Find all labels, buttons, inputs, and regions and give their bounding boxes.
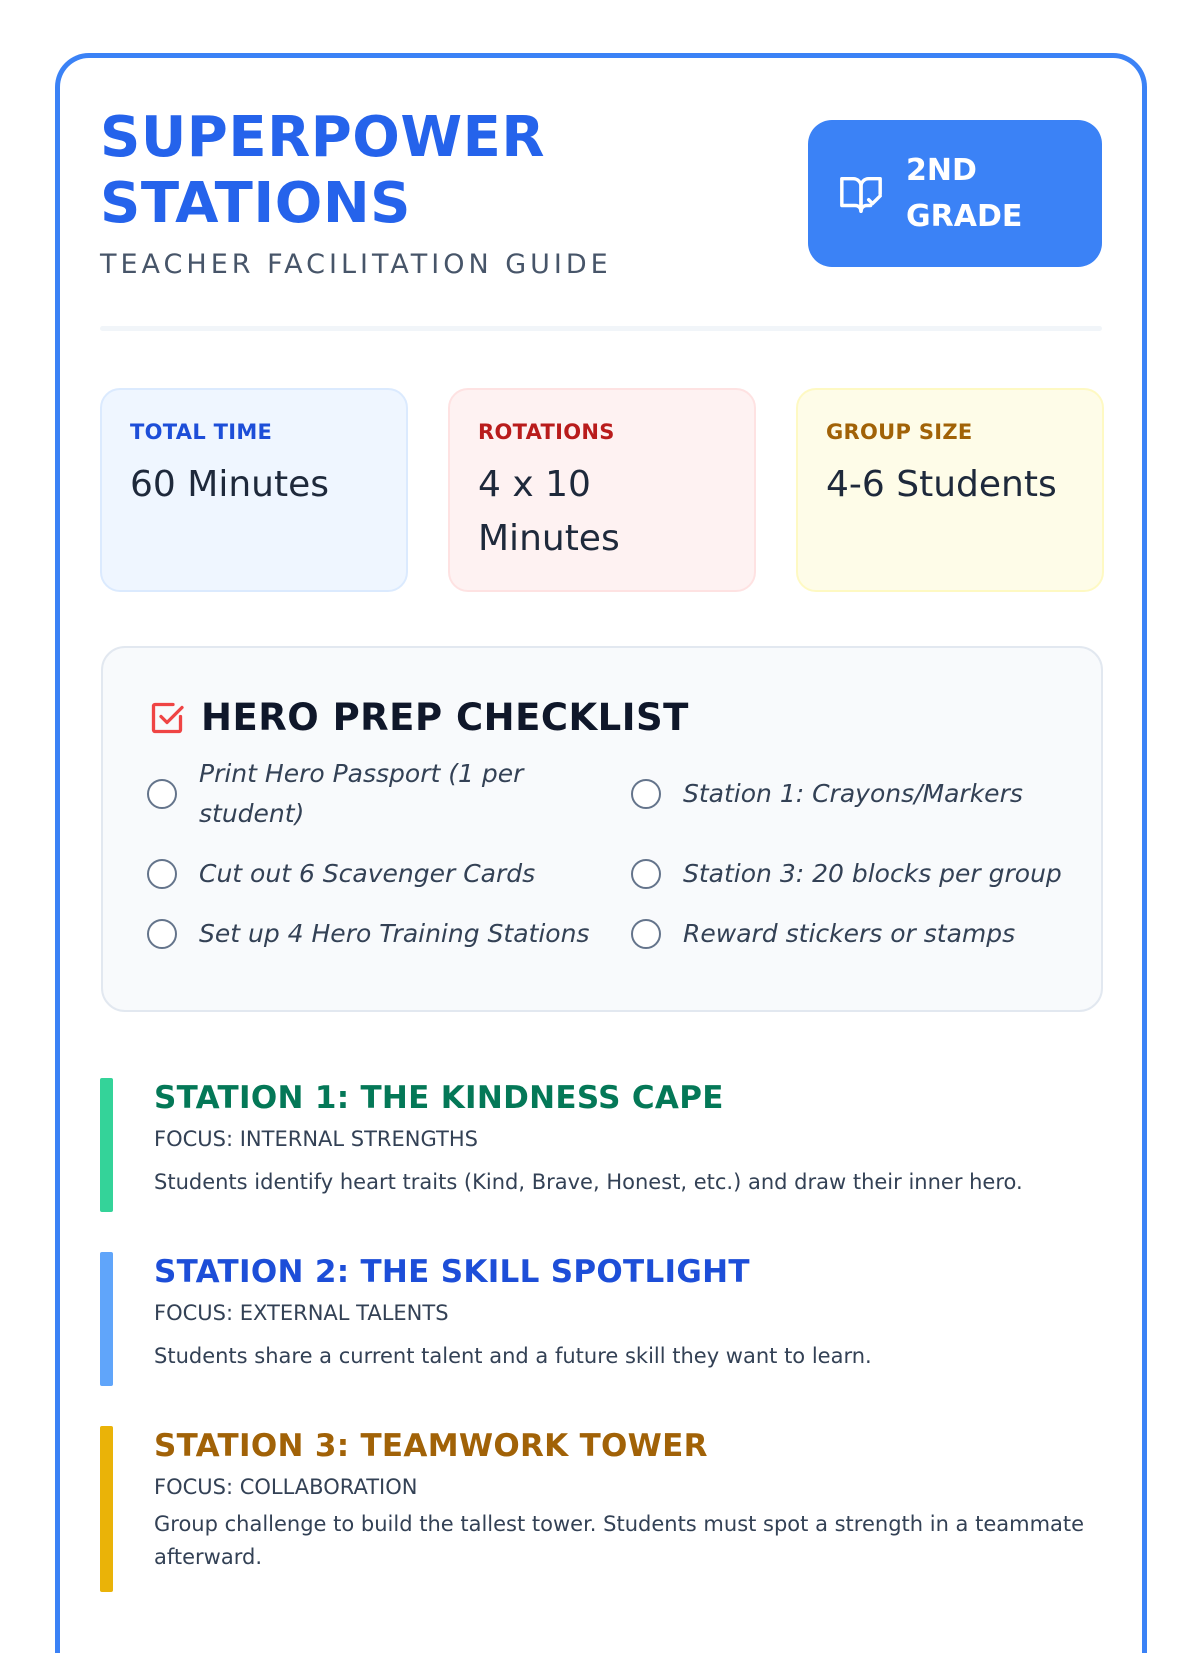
page-subtitle: TEACHER FACILITATION GUIDE <box>100 249 612 280</box>
stat-value: 60 Minutes <box>130 464 329 505</box>
checklist-item-label: Station 1: Crayons/Markers <box>683 779 1023 808</box>
checklist-item[interactable] <box>631 914 1015 954</box>
checklist-item-label: Reward stickers or stamps <box>683 919 1016 948</box>
checklist-item[interactable] <box>147 854 535 894</box>
stat-rotations <box>448 388 756 592</box>
station-description: Group challenge to build the tallest tower. Students must spot a strength in a teammate afterward. <box>154 1512 1085 1569</box>
header <box>100 105 612 280</box>
station-focus: FOCUS: EXTERNAL TALENTS <box>154 1301 449 1325</box>
station-accent-bar <box>100 1426 113 1592</box>
station-2 <box>100 1252 1102 1386</box>
stat-label: GROUP SIZE <box>826 420 973 444</box>
prep-checklist <box>101 646 1103 1012</box>
checklist-item-label: Cut out 6 Scavenger Cards <box>199 859 536 888</box>
stat-value: 4 x 10 Minutes <box>478 464 620 559</box>
checklist-item-label: Set up 4 Hero Training Stations <box>199 919 590 948</box>
checklist-title: HERO PREP CHECKLIST <box>201 696 689 739</box>
checklist-radio[interactable] <box>147 919 177 949</box>
station-title: STATION 1: THE KINDNESS CAPE <box>154 1080 724 1116</box>
station-focus: FOCUS: COLLABORATION <box>154 1475 418 1499</box>
station-1 <box>100 1078 1102 1212</box>
station-focus: FOCUS: INTERNAL STRENGTHS <box>154 1127 478 1151</box>
checklist-header <box>149 696 689 739</box>
grade-line-2: GRADE <box>906 198 1023 234</box>
grade-badge <box>808 120 1102 267</box>
checklist-item[interactable] <box>631 854 1062 894</box>
grade-label <box>906 148 1056 240</box>
checklist-radio[interactable] <box>631 779 661 809</box>
checklist-radio[interactable] <box>631 859 661 889</box>
checklist-item-label: Station 3: 20 blocks per group <box>683 859 1062 888</box>
page-title <box>100 105 612 237</box>
checklist-item[interactable] <box>631 774 1023 814</box>
stat-label: TOTAL TIME <box>130 420 273 444</box>
header-divider <box>100 326 1102 331</box>
book-check-icon <box>838 171 884 217</box>
station-accent-bar <box>100 1078 113 1212</box>
stat-total-time <box>100 388 408 592</box>
station-description: Students share a current talent and a future skill they want to learn. <box>154 1344 872 1368</box>
title-line-1: SUPERPOWER <box>100 105 546 170</box>
station-accent-bar <box>100 1252 113 1386</box>
stat-group-size <box>796 388 1104 592</box>
checkbox-icon <box>149 700 185 736</box>
stat-label: ROTATIONS <box>478 420 615 444</box>
station-title: STATION 2: THE SKILL SPOTLIGHT <box>154 1254 750 1290</box>
title-line-2: STATIONS <box>100 171 412 236</box>
station-title: STATION 3: TEAMWORK TOWER <box>154 1428 708 1464</box>
grade-line-1: 2ND <box>906 152 977 188</box>
stat-value: 4-6 Students <box>826 464 1057 505</box>
checklist-item[interactable] <box>147 754 587 834</box>
checklist-radio[interactable] <box>631 919 661 949</box>
checklist-radio[interactable] <box>147 859 177 889</box>
checklist-radio[interactable] <box>147 779 177 809</box>
checklist-item[interactable] <box>147 914 589 954</box>
station-3 <box>100 1426 1102 1592</box>
station-description: Students identify heart traits (Kind, Brave, Honest, etc.) and draw their inner hero. <box>154 1170 1023 1194</box>
checklist-item-label: Print Hero Passport (1 per student) <box>199 759 524 828</box>
